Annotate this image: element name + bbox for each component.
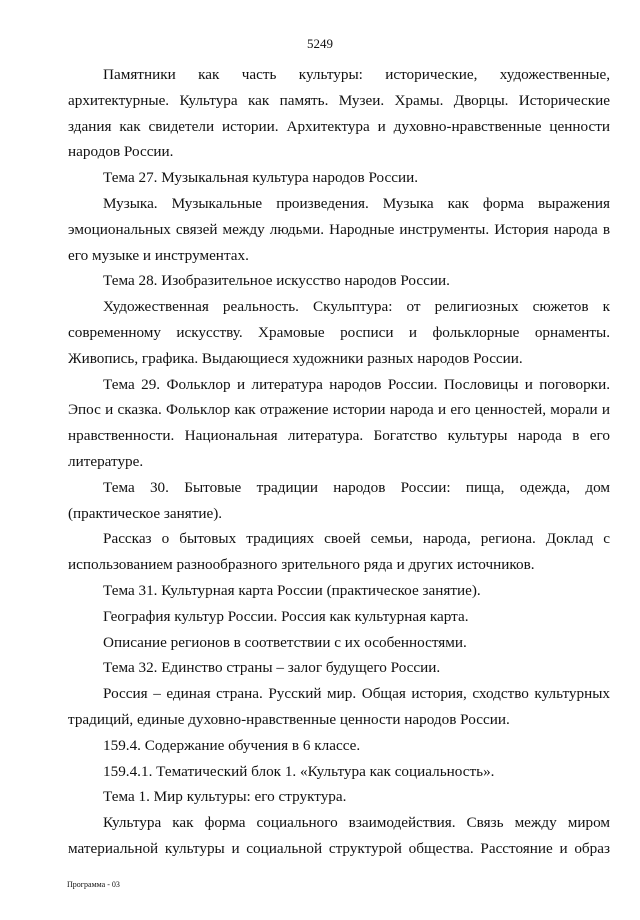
topic-heading: Тема 30. Бытовые традиции народов России: пища, одежда, дом (практическое занятие). [68,478,610,522]
paragraph: Россия – единая страна. Русский мир. Общая история, сходство культурных традиций, единые духовно-нравственные ценности народов России. [68,685,610,728]
topic-heading: Тема 27. Музыкальная культура народов России. [103,169,419,187]
topic-heading: Тема 1. Мир культуры: его структура. [103,788,347,806]
paragraph: Культура как форма социального взаимодействия. Связь между миром материальной культуры и социальной структурой общества. Расстояние и образ [68,814,610,857]
topic-heading: Тема 31. Культурная карта России (практическое занятие). [103,581,481,599]
paragraph: Рассказ о бытовых традициях своей семьи, народа, региона. Доклад с использованием разнообразного зрительного ряда и других источников. [68,530,610,574]
paragraph: Художественная реальность. Скульптура: от религиозных сюжетов к современному искусству. Храмовые росписи и фольклорные орнаменты. Живопись, графика. Выдающиеся художники разных народов России. [68,298,610,367]
topic-heading: Тема 28. Изобразительное искусство народов России. [103,272,450,290]
document-body [68,62,610,862]
paragraph: География культур России. Россия как культурная карта. [103,607,469,625]
page-number: 5249 [307,36,333,51]
footer-label: Программа - 03 [67,880,120,889]
paragraph: Памятники как часть культуры: исторические, художественные, архитектурные. Культура как память. Музеи. Храмы. Дворцы. Исторические здания как свидетели истории. Архитектура и духовно-нравственные ценности народов России. [68,66,610,161]
section-heading: 159.4. Содержание обучения в 6 классе. [103,736,361,754]
paragraph: Тема 29. Фольклор и литература народов России. Пословицы и поговорки. Эпос и сказка. Фольклор как отражение истории народа и его ценностей, морали и нравственности. Национальная литература. Богатство культуры народа в его литературе. [68,375,610,470]
paragraph: Музыка. Музыкальные произведения. Музыка как форма выражения эмоциональных связей между людьми. Народные инструменты. История народа в его музыке и инструментах. [68,194,610,264]
topic-heading: Тема 32. Единство страны – залог будущего России. [103,659,441,677]
section-heading: 159.4.1. Тематический блок 1. «Культура как социальность». [103,762,495,780]
paragraph: Описание регионов в соответствии с их особенностями. [103,633,467,651]
